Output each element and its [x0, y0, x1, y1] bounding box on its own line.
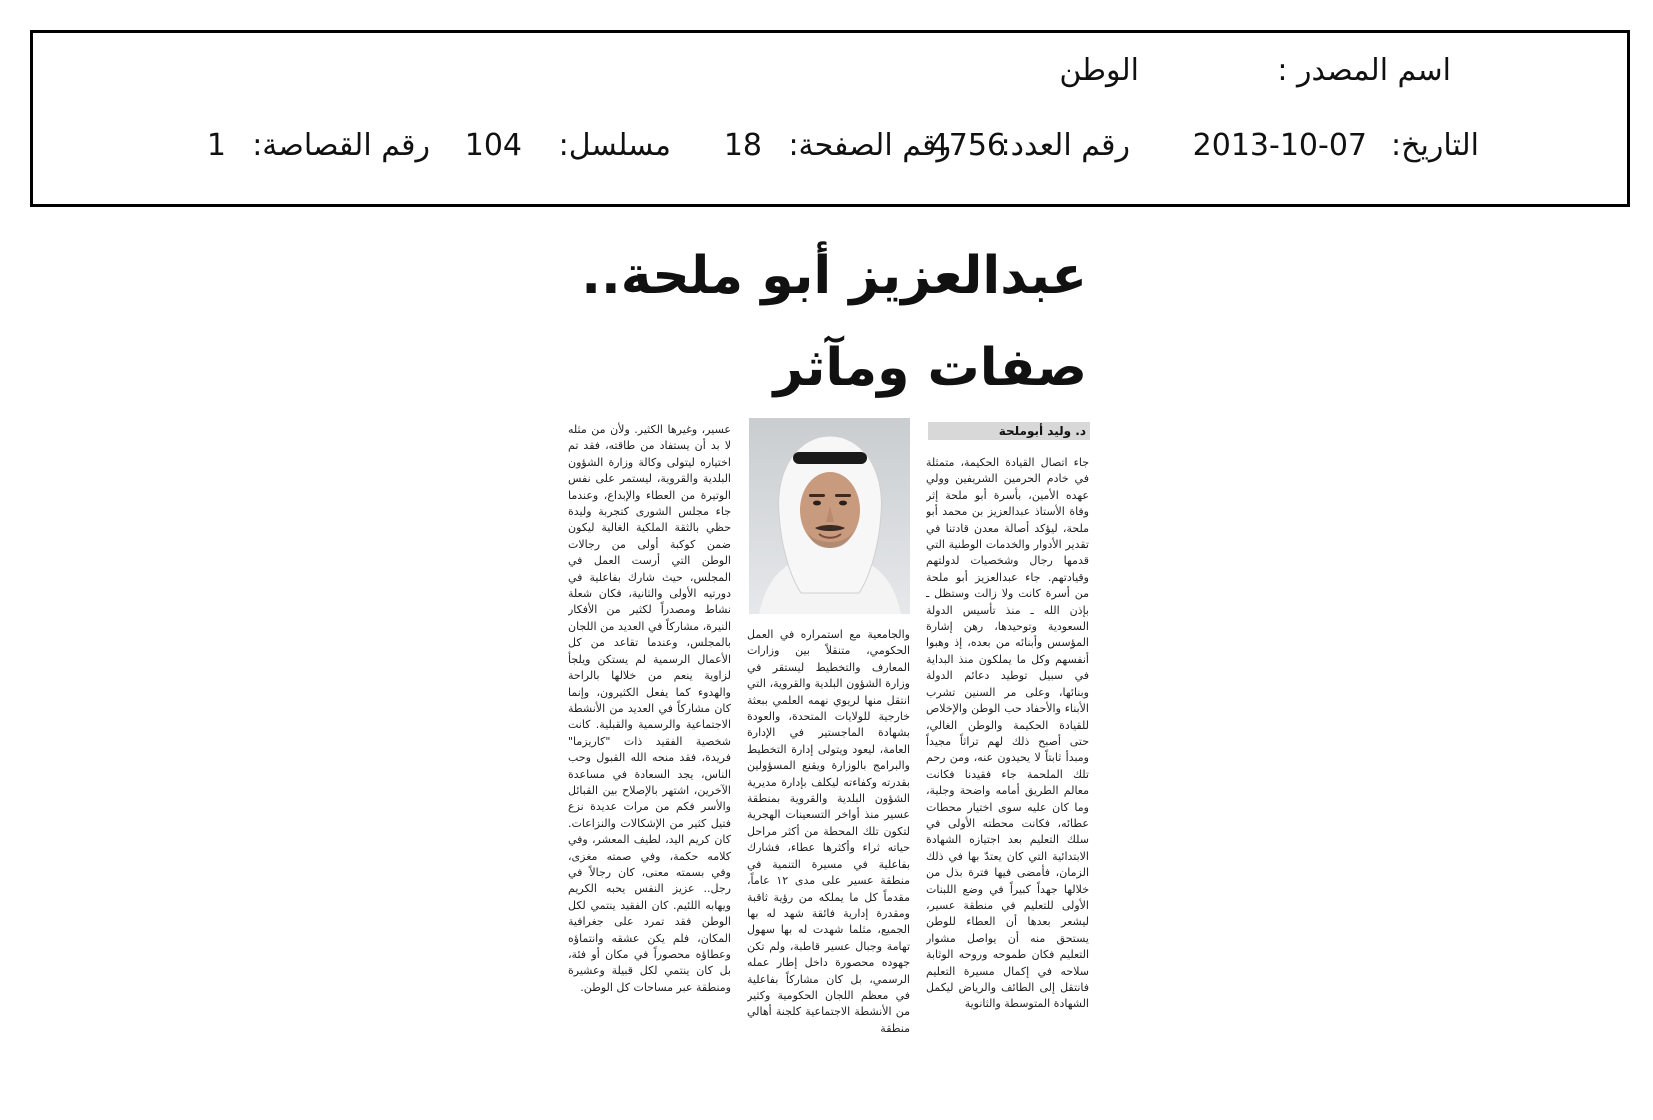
headline-line-1: عبدالعزيز أبو ملحة..	[581, 246, 1087, 306]
article-column-right: جاء اتصال القيادة الحكيمة، متمثلة في خادم الحرمين الشريفين وولي عهده الأمين، بأسرة أبو ملحة إثر وفاة الأستاذ عبدالعزيز بن محمد أبو ملحة، ليؤكد أصالة معدن قادتنا في تقدير الأدوار والخدمات الوطنية التي قدمها رجال وشخصيات لدولتهم وقيادتهم. جاء عبدالعزيز أبو ملحة من أسرة كانت ولا زالت وستظل ـ بإذن الله ـ منذ تأسيس الدولة السعودية وتوحيدها، رهن إشارة المؤسس وأبنائه من بعده، إذ وهبوا أنفسهم وكل ما يملكون منذ البداية في سبيل توطيد دعائم الدولة وبنائها، وعلى مر السنين تشرب الأبناء والأحفاد حب الوطن والإخلاص للقيادة الحكيمة والوطن الغالي، حتى أصبح ذلك لهم تراثاً مجيداً ومبدأ ثابتاً لا يحيدون عنه، ومن رحم تلك الملحمة جاء فقيدنا فكانت معالم الطريق أمامه واضحة وجلية، وما كان عليه سوى اختيار محطات عطائه، فكانت محطته الأولى في سلك التعليم بعد اجتيازه الشهادة الابتدائية التي كان يعتدّ بها في ذلك الزمان، فأمضى فيها فترة بذل من خلالها جهداً كبيراً في وضع اللبنات الأولى للتعليم في منطقة عسير، ليشعر بعدها أن العطاء للوطن يستحق منه أن يواصل مشوار التعليم فكان طموحه وروحه الوثابة سلاحه في إكمال مسيرة التعليم فانتقل إلى الطائف والرياض ليكمل الشهادة المتوسطة والثانوية	[926, 456, 1089, 1011]
page-value: 18	[723, 128, 762, 163]
serial-value: 104	[464, 128, 522, 163]
issue-value: 4756	[929, 128, 1006, 163]
clip-label: رقم القصاصة:	[252, 128, 430, 163]
byline: د. وليد أبوملحة	[928, 422, 1090, 440]
portrait-image	[749, 418, 910, 614]
source-value: الوطن	[1059, 53, 1139, 88]
article-column-left: عسير، وغيرها الكثير. ولأن من مثله لا بد أن يستفاد من طاقته، فقد تم اختياره ليتولى وكالة وزارة الشؤون البلدية والقروية، ليستمر على نفس الوتيرة من العطاء والإبداع، وعندما جاء مجلس الشورى كتجربة وليدة حظي بالثقة الملكية الغالية ليكون ضمن كوكبة أولى من رجالات الوطن التي أرست العمل في المجلس، حيث شارك بفاعلية في دورتيه الأولى والثانية، فكان شعلة نشاط ومصدراً لكثير من الأفكار النيرة، مشاركاً في العديد من اللجان بالمجلس، وعندما تقاعد من كل الأعمال الرسمية لم يستكن ويلجأ لزاوية ينعم من خلالها بالراحة والهدوء كما يفعل الكثيرون، وإنما كان مشاركاً في العديد من الأنشطة الاجتماعية والرسمية والقبلية. كانت شخصية الفقيد ذات "كاريزما" فريدة، فقد منحه الله القبول وحب الناس، يجد السعادة في مساعدة الآخرين، اشتهر بالإصلاح بين القبائل والأسر فكم من مرات عديدة نزع فتيل كثير من الإشكالات والنزاعات. كان كريم اليد، لطيف المعشر، وفي كلامه حكمة، وفي صمته مغزى، وفي بسمته معنى، كان رجالاً في رجل.. عزيز النفس يحبه الكريم ويهابه اللئيم. كان الفقيد ينتمي لكل الوطن فقد تمرد على جغرافية المكان، فلم يكن عشقه وانتماؤه وعطاؤه محصوراً في مكان أو فئة، بل كان ينتمي لكل قبيلة وعشيرة ومنطقة عبر مساحات كل الوطن.	[568, 423, 731, 994]
article-column-middle: والجامعية مع استمراره في العمل الحكومي، متنقلاً بين وزارات المعارف والتخطيط ليستقر في وزارة الشؤون البلدية والقروية، التي انتقل منها لريوي نهمه العلمي ببعثة خارجية للولايات المتحدة، والعودة بشهادة الماجستير في الإدارة العامة، ليعود ويتولى إدارة التخطيط والبرامج بالوزارة ويقنع المسؤولين بقدرته وكفاءته ليكلف بإدارة مديرية الشؤون البلدية والقروية بمنطقة عسير منذ أواخر التسعينات الهجرية لتكون تلك المحطة من أكثر مراحل حياته ثراء وأكثرها عطاء، فشارك بفاعلية في مسيرة التنمية في منطقة عسير على مدى ١٢ عاماً، مقدماً كل ما يملكه من رؤية ثاقبة ومقدرة إدارية فائقة شهد له بها الجميع، مثلما شهدت له بها سهول تهامة وجبال عسير قاطبة، ولم تكن جهوده محصورة داخل إطار عمله الرسمي، بل كان مشاركاً بفاعلية في معظم اللجان الحكومية وكثير من الأنشطة الاجتماعية كلجنة أهالي منطقة	[747, 628, 910, 1035]
clip-value: 1	[206, 128, 226, 163]
author-portrait	[749, 418, 910, 614]
page-label: رقم الصفحة:	[788, 128, 951, 163]
headline-line-2: صفات ومآثر	[773, 338, 1087, 398]
source-label: اسم المصدر :	[1277, 53, 1451, 88]
serial-label: مسلسل:	[558, 128, 671, 163]
date-value: 2013-10-07	[1192, 128, 1367, 163]
date-label: التاريخ:	[1391, 128, 1479, 163]
issue-label: رقم العدد:	[1000, 128, 1130, 163]
